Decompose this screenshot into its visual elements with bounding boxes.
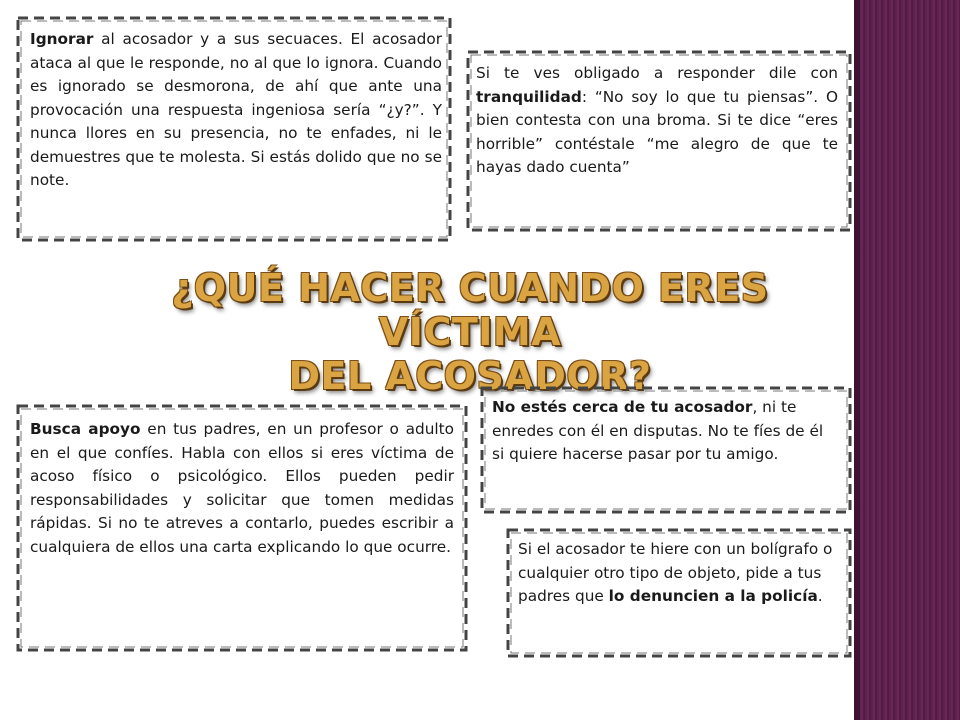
tip-text-ignorar (30, 28, 442, 193)
tip-bold-apoyo: Busca apoyo (30, 420, 141, 438)
page-title-line1: ¿QUÉ HACER CUANDO ERES VÍCTIMA (171, 266, 769, 354)
page-title-line2: DEL ACOSADOR? (288, 354, 652, 398)
tip-body-apoyo: en tus padres, en un profesor o adulto en el que confíes. Habla con ellos si eres víctima de acoso físico o psicológico. Ellos pueden pedir responsabilidades y solicitar que tomen medidas rápidas. Si no te atreves a contarlo, puedes escribir a cualquiera de ellos una carta explicando lo que ocurre. (30, 420, 454, 556)
tip-box-ignorar (16, 16, 452, 242)
tip-body-cerca: , ni te enredes con él en disputas. No te fíes de él si quiere hacerse pasar por tu amigo. (492, 398, 824, 463)
tip-bold-policia: lo denuncien a la policía (608, 587, 818, 605)
tip-after-policia: . (817, 587, 823, 605)
decorative-sidebar (854, 0, 960, 720)
tip-text-apoyo (30, 418, 454, 559)
tip-before-tranquilidad: Si te ves obligado a responder dile con (476, 64, 838, 82)
tip-box-policia (506, 528, 852, 658)
tip-bold-tranquilidad: tranquilidad (476, 87, 582, 106)
tip-box-apoyo (16, 404, 468, 652)
tip-bold-ignorar: Ignorar (30, 30, 94, 48)
tip-body-policia: Si el acosador te hiere con un bolígrafo o cualquier otro tipo de objeto, pide a tus padres que (518, 540, 833, 605)
tip-text-tranquilidad (476, 62, 838, 180)
tip-after-tranquilidad: : “No soy lo que tu piensas”. O bien contesta con una broma. Si te dice “eres horrible” contéstale “me alegro de que te hayas dado cuenta” (476, 87, 838, 176)
tip-box-tranquilidad (466, 50, 852, 232)
tip-text-policia (518, 538, 834, 609)
tip-bold-cerca: No estés cerca de tu acosador (492, 398, 753, 416)
page-title (100, 266, 840, 398)
tip-text-cerca (492, 396, 830, 467)
tip-body-ignorar: al acosador y a sus secuaces. El acosador ataca al que le responde, no al que lo ignora. Cuando es ignorado se desmorona, de ahí que ante una provocación una respuesta ingeniosa sería “¿y?”. Y nunca llores en su presencia, no te enfades, ni le demuestres que te molesta. Si estás dolido que no se note. (30, 30, 442, 189)
tip-box-cerca (480, 386, 852, 514)
